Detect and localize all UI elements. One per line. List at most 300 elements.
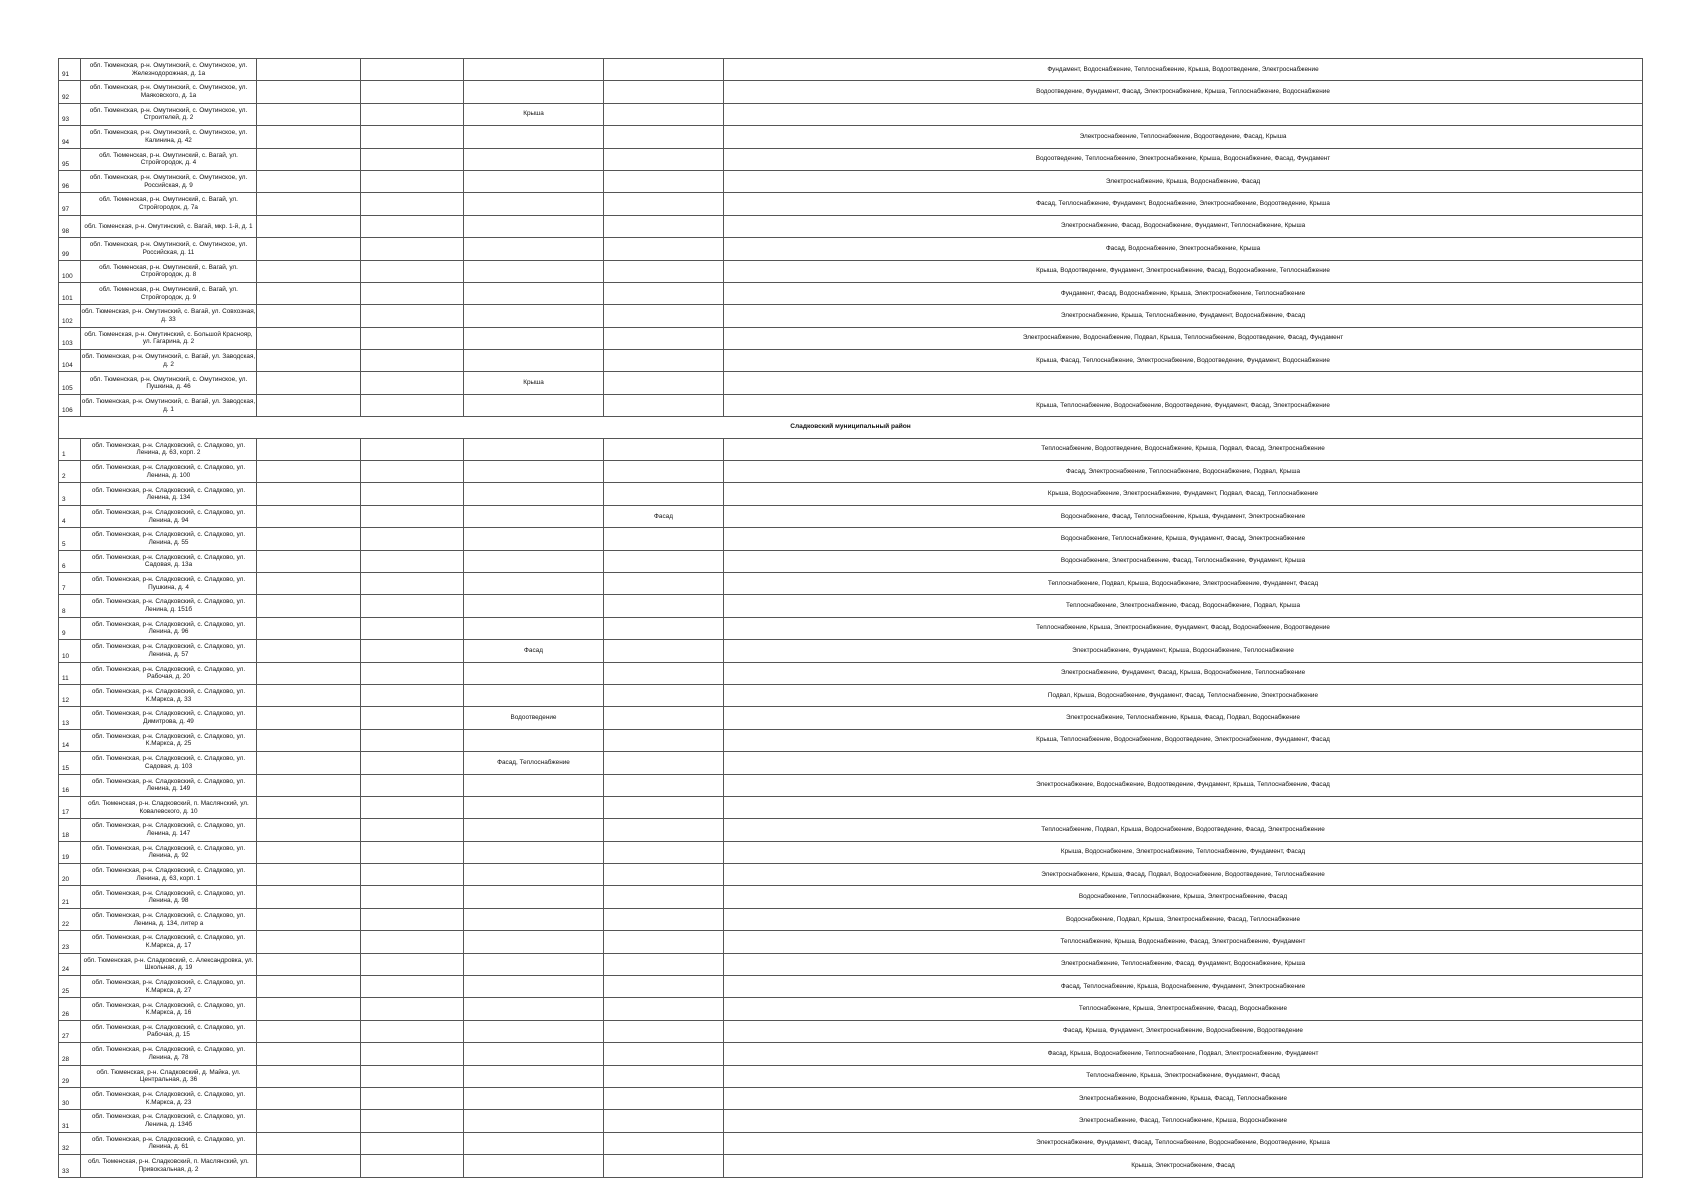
address-cell: обл. Тюменская, р-н. Сладковский, с. Александровка, ул. Школьная, д. 19 [81, 953, 257, 975]
table-row [59, 282, 1643, 304]
table-row [59, 617, 1643, 639]
empty-cell [257, 238, 361, 260]
table-row [59, 126, 1643, 148]
planned-works-cell-2 [604, 1020, 724, 1042]
address-cell: обл. Тюменская, р-н. Сладковский, с. Сладково, ул. Рабочая, д. 20 [81, 662, 257, 684]
planned-works-cell [464, 483, 604, 505]
planned-works-cell [464, 528, 604, 550]
housing-repair-table [58, 58, 1643, 1178]
empty-cell [361, 841, 464, 863]
planned-works-cell [464, 1043, 604, 1065]
works-list-cell: Крыша, Электроснабжение, Фасад [724, 1155, 1643, 1177]
table-row [59, 1132, 1643, 1154]
address-cell: обл. Тюменская, р-н. Омутинский, с. Омутинское, ул. Железнодорожная, д. 1а [81, 59, 257, 81]
empty-cell [257, 998, 361, 1020]
row-number: 19 [59, 841, 81, 863]
row-number: 16 [59, 774, 81, 796]
empty-cell [257, 841, 361, 863]
empty-cell [361, 684, 464, 706]
row-number: 4 [59, 505, 81, 527]
address-cell: обл. Тюменская, р-н. Сладковский, с. Сладково, ул. Садовая, д. 13а [81, 550, 257, 572]
row-number: 97 [59, 193, 81, 215]
row-number: 101 [59, 282, 81, 304]
row-number: 102 [59, 305, 81, 327]
table-row [59, 572, 1643, 594]
row-number: 32 [59, 1132, 81, 1154]
planned-works-cell-2 [604, 953, 724, 975]
address-cell: обл. Тюменская, р-н. Сладковский, с. Сладково, ул. Ленина, д. 94 [81, 505, 257, 527]
planned-works-cell [464, 126, 604, 148]
address-cell: обл. Тюменская, р-н. Сладковский, д. Майка, ул. Центральная, д. 36 [81, 1065, 257, 1087]
empty-cell [257, 260, 361, 282]
empty-cell [257, 1087, 361, 1109]
planned-works-cell-2 [604, 170, 724, 192]
planned-works-cell-2 [604, 998, 724, 1020]
planned-works-cell [464, 572, 604, 594]
empty-cell [361, 193, 464, 215]
works-list-cell: Теплоснабжение, Водоотведение, Водоснабжение, Крыша, Подвал, Фасад, Электроснабжение [724, 438, 1643, 460]
empty-cell [257, 1065, 361, 1087]
works-list-cell: Крыша, Теплоснабжение, Водоснабжение, Водоотведение, Фундамент, Фасад, Электроснабжение [724, 394, 1643, 416]
table-row [59, 327, 1643, 349]
empty-cell [361, 148, 464, 170]
row-number: 3 [59, 483, 81, 505]
table-row [59, 81, 1643, 103]
planned-works-cell-2 [604, 774, 724, 796]
planned-works-cell-2 [604, 976, 724, 998]
works-list-cell: Водоснабжение, Подвал, Крыша, Электроснабжение, Фасад, Теплоснабжение [724, 908, 1643, 930]
planned-works-cell [464, 998, 604, 1020]
works-list-cell [724, 372, 1643, 394]
address-cell: обл. Тюменская, р-н. Сладковский, с. Сладково, ул. Ленина, д. 57 [81, 640, 257, 662]
table-row [59, 305, 1643, 327]
row-number: 22 [59, 908, 81, 930]
table-row [59, 684, 1643, 706]
empty-cell [257, 394, 361, 416]
empty-cell [361, 483, 464, 505]
address-cell: обл. Тюменская, р-н. Сладковский, с. Сладково, ул. Ленина, д. 134 [81, 483, 257, 505]
works-list-cell: Крыша, Водоснабжение, Электроснабжение, Фундамент, Подвал, Фасад, Теплоснабжение [724, 483, 1643, 505]
planned-works-cell-2 [604, 215, 724, 237]
empty-cell [257, 327, 361, 349]
planned-works-cell [464, 282, 604, 304]
empty-cell [257, 170, 361, 192]
table-row [59, 238, 1643, 260]
address-cell: обл. Тюменская, р-н. Сладковский, с. Сладково, ул. Димитрова, д. 49 [81, 707, 257, 729]
address-cell: обл. Тюменская, р-н. Омутинский, с. Омутинское, ул. Калинина, д. 42 [81, 126, 257, 148]
planned-works-cell-2 [604, 1155, 724, 1177]
table-row [59, 438, 1643, 460]
table-row [59, 1087, 1643, 1109]
empty-cell [257, 819, 361, 841]
empty-cell [361, 617, 464, 639]
planned-works-cell [464, 684, 604, 706]
planned-works-cell [464, 774, 604, 796]
empty-cell [257, 617, 361, 639]
works-list-cell: Электроснабжение, Водоснабжение, Водоотведение, Фундамент, Крыша, Теплоснабжение, Фасад [724, 774, 1643, 796]
empty-cell [257, 483, 361, 505]
planned-works-cell [464, 1020, 604, 1042]
row-number: 5 [59, 528, 81, 550]
row-number: 8 [59, 595, 81, 617]
empty-cell [361, 215, 464, 237]
planned-works-cell: Крыша [464, 372, 604, 394]
planned-works-cell [464, 819, 604, 841]
planned-works-cell [464, 394, 604, 416]
table-row [59, 707, 1643, 729]
table-row [59, 1110, 1643, 1132]
empty-cell [361, 1132, 464, 1154]
table-row [59, 483, 1643, 505]
planned-works-cell [464, 438, 604, 460]
planned-works-cell-2 [604, 238, 724, 260]
planned-works-cell-2 [604, 438, 724, 460]
empty-cell [361, 1155, 464, 1177]
planned-works-cell [464, 215, 604, 237]
table-row [59, 215, 1643, 237]
row-number: 23 [59, 931, 81, 953]
row-number: 104 [59, 350, 81, 372]
empty-cell [361, 953, 464, 975]
empty-cell [257, 505, 361, 527]
empty-cell [361, 282, 464, 304]
address-cell: обл. Тюменская, р-н. Сладковский, с. Сладково, ул. Ленина, д. 134б [81, 1110, 257, 1132]
address-cell: обл. Тюменская, р-н. Сладковский, с. Сладково, ул. Ленина, д. 100 [81, 461, 257, 483]
address-cell: обл. Тюменская, р-н. Сладковский, с. Сладково, ул. Ленина, д. 55 [81, 528, 257, 550]
row-number: 27 [59, 1020, 81, 1042]
planned-works-cell [464, 796, 604, 818]
planned-works-cell-2 [604, 59, 724, 81]
address-cell: обл. Тюменская, р-н. Сладковский, с. Сладково, ул. Ленина, д. 149 [81, 774, 257, 796]
works-list-cell: Крыша, Водоотведение, Фундамент, Электроснабжение, Фасад, Водоснабжение, Теплоснабжение [724, 260, 1643, 282]
empty-cell [361, 1020, 464, 1042]
works-list-cell: Электроснабжение, Крыша, Теплоснабжение, Фундамент, Водоснабжение, Фасад [724, 305, 1643, 327]
empty-cell [361, 998, 464, 1020]
row-number: 15 [59, 752, 81, 774]
planned-works-cell [464, 193, 604, 215]
works-list-cell: Фундамент, Фасад, Водоснабжение, Крыша, Электроснабжение, Теплоснабжение [724, 282, 1643, 304]
empty-cell [361, 931, 464, 953]
table-row [59, 59, 1643, 81]
works-list-cell: Электроснабжение, Фундамент, Фасад, Крыша, Водоснабжение, Теплоснабжение [724, 662, 1643, 684]
works-list-cell: Электроснабжение, Фасад, Водоснабжение, Фундамент, Теплоснабжение, Крыша [724, 215, 1643, 237]
empty-cell [257, 595, 361, 617]
planned-works-cell-2 [604, 550, 724, 572]
empty-cell [257, 662, 361, 684]
row-number: 31 [59, 1110, 81, 1132]
row-number: 93 [59, 103, 81, 125]
empty-cell [257, 103, 361, 125]
planned-works-cell [464, 931, 604, 953]
planned-works-cell [464, 976, 604, 998]
empty-cell [257, 305, 361, 327]
works-list-cell: Теплоснабжение, Электроснабжение, Фасад, Водоснабжение, Подвал, Крыша [724, 595, 1643, 617]
address-cell: обл. Тюменская, р-н. Омутинский, с. Вагай, ул. Стройгородок, д. 4 [81, 148, 257, 170]
address-cell: обл. Тюменская, р-н. Омутинский, с. Вагай, ул. Стройгородок, д. 9 [81, 282, 257, 304]
empty-cell [257, 193, 361, 215]
empty-cell [361, 662, 464, 684]
planned-works-cell-2 [604, 103, 724, 125]
empty-cell [257, 864, 361, 886]
works-list-cell: Фундамент, Водоснабжение, Теплоснабжение, Крыша, Водоотведение, Электроснабжение [724, 59, 1643, 81]
address-cell: обл. Тюменская, р-н. Омутинский, с. Омутинское, ул. Пушкина, д. 46 [81, 372, 257, 394]
row-number: 98 [59, 215, 81, 237]
planned-works-cell [464, 59, 604, 81]
empty-cell [361, 976, 464, 998]
address-cell: обл. Тюменская, р-н. Омутинский, с. Большой Краснояр, ул. Гагарина, д. 2 [81, 327, 257, 349]
planned-works-cell [464, 864, 604, 886]
row-number: 103 [59, 327, 81, 349]
table-row [59, 505, 1643, 527]
planned-works-cell-2 [604, 595, 724, 617]
address-cell: обл. Тюменская, р-н. Сладковский, п. Маслянский, ул. Привокзальная, д. 2 [81, 1155, 257, 1177]
empty-cell [257, 684, 361, 706]
table-row [59, 931, 1643, 953]
planned-works-cell-2 [604, 193, 724, 215]
address-cell: обл. Тюменская, р-н. Сладковский, с. Сладково, ул. К.Маркса, д. 16 [81, 998, 257, 1020]
planned-works-cell [464, 81, 604, 103]
address-cell: обл. Тюменская, р-н. Сладковский, с. Сладково, ул. К.Маркса, д. 17 [81, 931, 257, 953]
planned-works-cell [464, 550, 604, 572]
planned-works-cell [464, 170, 604, 192]
empty-cell [257, 796, 361, 818]
works-list-cell: Теплоснабжение, Подвал, Крыша, Водоснабжение, Водоотведение, Фасад, Электроснабжение [724, 819, 1643, 841]
works-list-cell: Теплоснабжение, Крыша, Электроснабжение, Фасад, Водоснабжение [724, 998, 1643, 1020]
address-cell: обл. Тюменская, р-н. Сладковский, с. Сладково, ул. К.Маркса, д. 23 [81, 1087, 257, 1109]
empty-cell [361, 461, 464, 483]
planned-works-cell [464, 148, 604, 170]
empty-cell [361, 103, 464, 125]
address-cell: обл. Тюменская, р-н. Омутинский, с. Вагай, ул. Совхозная, д. 33 [81, 305, 257, 327]
works-list-cell: Электроснабжение, Теплоснабжение, Крыша, Фасад, Подвал, Водоснабжение [724, 707, 1643, 729]
planned-works-cell-2 [604, 282, 724, 304]
row-number: 26 [59, 998, 81, 1020]
planned-works-cell [464, 841, 604, 863]
planned-works-cell-2 [604, 394, 724, 416]
row-number: 24 [59, 953, 81, 975]
address-cell: обл. Тюменская, р-н. Омутинский, с. Вагай, ул. Стройгородок, д. 7а [81, 193, 257, 215]
table-row [59, 170, 1643, 192]
empty-cell [361, 305, 464, 327]
works-list-cell: Водоотведение, Фундамент, Фасад, Электроснабжение, Крыша, Теплоснабжение, Водоснабжение [724, 81, 1643, 103]
planned-works-cell-2 [604, 461, 724, 483]
empty-cell [361, 327, 464, 349]
document-page [58, 58, 1642, 1178]
table-row [59, 841, 1643, 863]
table-row [59, 350, 1643, 372]
table-row [59, 394, 1643, 416]
empty-cell [361, 908, 464, 930]
planned-works-cell [464, 327, 604, 349]
empty-cell [361, 238, 464, 260]
planned-works-cell [464, 505, 604, 527]
empty-cell [361, 394, 464, 416]
empty-cell [257, 1020, 361, 1042]
address-cell: обл. Тюменская, р-н. Сладковский, с. Сладково, ул. Ленина, д. 92 [81, 841, 257, 863]
table-row [59, 103, 1643, 125]
empty-cell [361, 1110, 464, 1132]
planned-works-cell-2 [604, 305, 724, 327]
works-list-cell: Фасад, Электроснабжение, Теплоснабжение, Водоснабжение, Подвал, Крыша [724, 461, 1643, 483]
empty-cell [257, 572, 361, 594]
planned-works-cell [464, 305, 604, 327]
address-cell: обл. Тюменская, р-н. Сладковский, с. Сладково, ул. Ленина, д. 63, корп. 1 [81, 864, 257, 886]
empty-cell [361, 170, 464, 192]
row-number: 28 [59, 1043, 81, 1065]
works-list-cell: Электроснабжение, Теплоснабжение, Водоотведение, Фасад, Крыша [724, 126, 1643, 148]
table-row [59, 528, 1643, 550]
works-list-cell: Фасад, Теплоснабжение, Фундамент, Водоснабжение, Электроснабжение, Водоотведение, Крыша [724, 193, 1643, 215]
empty-cell [257, 126, 361, 148]
empty-cell [257, 81, 361, 103]
address-cell: обл. Тюменская, р-н. Сладковский, с. Сладково, ул. Ленина, д. 61 [81, 1132, 257, 1154]
empty-cell [257, 752, 361, 774]
planned-works-cell [464, 617, 604, 639]
empty-cell [257, 461, 361, 483]
empty-cell [257, 953, 361, 975]
empty-cell [257, 59, 361, 81]
empty-cell [257, 148, 361, 170]
row-number: 13 [59, 707, 81, 729]
planned-works-cell-2 [604, 528, 724, 550]
row-number: 7 [59, 572, 81, 594]
planned-works-cell [464, 1065, 604, 1087]
planned-works-cell-2 [604, 572, 724, 594]
planned-works-cell-2 [604, 483, 724, 505]
address-cell: обл. Тюменская, р-н. Сладковский, п. Маслянский, ул. Ковалевского, д. 10 [81, 796, 257, 818]
table-row [59, 796, 1643, 818]
empty-cell [257, 931, 361, 953]
empty-cell [257, 1110, 361, 1132]
planned-works-cell-2 [604, 864, 724, 886]
works-list-cell: Электроснабжение, Фундамент, Фасад, Теплоснабжение, Водоснабжение, Водоотведение, Крыша [724, 1132, 1643, 1154]
planned-works-cell-2 [604, 796, 724, 818]
planned-works-cell-2 [604, 662, 724, 684]
planned-works-cell [464, 1110, 604, 1132]
empty-cell [361, 1043, 464, 1065]
empty-cell [361, 438, 464, 460]
works-list-cell: Теплоснабжение, Крыша, Электроснабжение, Фундамент, Фасад, Водоснабжение, Водоотведение [724, 617, 1643, 639]
planned-works-cell-2 [604, 752, 724, 774]
address-cell: обл. Тюменская, р-н. Сладковский, с. Сладково, ул. Ленина, д. 63, корп. 2 [81, 438, 257, 460]
table-row [59, 662, 1643, 684]
works-list-cell: Водоснабжение, Электроснабжение, Фасад, Теплоснабжение, Фундамент, Крыша [724, 550, 1643, 572]
address-cell: обл. Тюменская, р-н. Сладковский, с. Сладково, ул. Рабочая, д. 15 [81, 1020, 257, 1042]
works-list-cell: Фасад, Крыша, Фундамент, Электроснабжение, Водоснабжение, Водоотведение [724, 1020, 1643, 1042]
row-number: 12 [59, 684, 81, 706]
planned-works-cell [464, 260, 604, 282]
planned-works-cell-2 [604, 350, 724, 372]
works-list-cell: Водоотведение, Теплоснабжение, Электроснабжение, Крыша, Водоснабжение, Фасад, Фундамент [724, 148, 1643, 170]
table-row [59, 372, 1643, 394]
empty-cell [361, 796, 464, 818]
table-row [59, 595, 1643, 617]
empty-cell [361, 886, 464, 908]
planned-works-cell [464, 350, 604, 372]
works-list-cell: Электроснабжение, Фасад, Теплоснабжение, Крыша, Водоснабжение [724, 1110, 1643, 1132]
empty-cell [257, 350, 361, 372]
works-list-cell: Крыша, Фасад, Теплоснабжение, Электроснабжение, Водоотведение, Фундамент, Водоснабжение [724, 350, 1643, 372]
planned-works-cell: Фасад, Теплоснабжение [464, 752, 604, 774]
planned-works-cell-2 [604, 260, 724, 282]
empty-cell [257, 908, 361, 930]
empty-cell [361, 350, 464, 372]
planned-works-cell-2 [604, 617, 724, 639]
empty-cell [361, 505, 464, 527]
planned-works-cell-2 [604, 81, 724, 103]
works-list-cell: Водоснабжение, Теплоснабжение, Крыша, Фундамент, Фасад, Электроснабжение [724, 528, 1643, 550]
works-list-cell: Электроснабжение, Фундамент, Крыша, Водоснабжение, Теплоснабжение [724, 640, 1643, 662]
empty-cell [361, 774, 464, 796]
planned-works-cell-2 [604, 908, 724, 930]
address-cell: обл. Тюменская, р-н. Сладковский, с. Сладково, ул. Садовая, д. 103 [81, 752, 257, 774]
table-row [59, 260, 1643, 282]
planned-works-cell-2 [604, 1087, 724, 1109]
planned-works-cell [464, 461, 604, 483]
table-row [59, 1155, 1643, 1177]
row-number: 9 [59, 617, 81, 639]
row-number: 100 [59, 260, 81, 282]
works-list-cell: Фасад, Водоснабжение, Электроснабжение, Крыша [724, 238, 1643, 260]
works-list-cell [724, 103, 1643, 125]
works-list-cell: Водоснабжение, Фасад, Теплоснабжение, Крыша, Фундамент, Электроснабжение [724, 505, 1643, 527]
empty-cell [361, 1087, 464, 1109]
section-title: Сладковский муниципальный район [59, 417, 1643, 438]
planned-works-cell-2 [604, 126, 724, 148]
empty-cell [361, 260, 464, 282]
empty-cell [257, 729, 361, 751]
row-number: 21 [59, 886, 81, 908]
empty-cell [257, 640, 361, 662]
section-row [59, 417, 1643, 438]
table-row [59, 998, 1643, 1020]
address-cell: обл. Тюменская, р-н. Омутинский, с. Вагай, ул. Заводская, д. 1 [81, 394, 257, 416]
address-cell: обл. Тюменская, р-н. Омутинский, с. Вагай, ул. Заводская, д. 2 [81, 350, 257, 372]
planned-works-cell [464, 1132, 604, 1154]
planned-works-cell-2 [604, 327, 724, 349]
planned-works-cell [464, 662, 604, 684]
empty-cell [257, 1132, 361, 1154]
row-number: 91 [59, 59, 81, 81]
planned-works-cell-2 [604, 684, 724, 706]
address-cell: обл. Тюменская, р-н. Омутинский, с. Вагай, мкр. 1-й, д. 1 [81, 215, 257, 237]
works-list-cell: Электроснабжение, Крыша, Фасад, Подвал, Водоснабжение, Водоотведение, Теплоснабжение [724, 864, 1643, 886]
table-row [59, 953, 1643, 975]
table-row [59, 908, 1643, 930]
empty-cell [257, 372, 361, 394]
address-cell: обл. Тюменская, р-н. Омутинский, с. Омутинское, ул. Строителей, д. 2 [81, 103, 257, 125]
works-list-cell: Теплоснабжение, Подвал, Крыша, Водоснабжение, Электроснабжение, Фундамент, Фасад [724, 572, 1643, 594]
address-cell: обл. Тюменская, р-н. Сладковский, с. Сладково, ул. К.Маркса, д. 25 [81, 729, 257, 751]
planned-works-cell-2 [604, 640, 724, 662]
address-cell: обл. Тюменская, р-н. Сладковский, с. Сладково, ул. К.Маркса, д. 27 [81, 976, 257, 998]
works-list-cell: Электроснабжение, Водоснабжение, Крыша, Фасад, Теплоснабжение [724, 1087, 1643, 1109]
empty-cell [361, 819, 464, 841]
planned-works-cell [464, 729, 604, 751]
planned-works-cell [464, 1087, 604, 1109]
empty-cell [361, 752, 464, 774]
row-number: 33 [59, 1155, 81, 1177]
empty-cell [361, 59, 464, 81]
empty-cell [257, 976, 361, 998]
row-number: 10 [59, 640, 81, 662]
empty-cell [361, 528, 464, 550]
table-row [59, 193, 1643, 215]
empty-cell [361, 729, 464, 751]
address-cell: обл. Тюменская, р-н. Сладковский, с. Сладково, ул. Ленина, д. 147 [81, 819, 257, 841]
works-list-cell: Теплоснабжение, Крыша, Электроснабжение, Фундамент, Фасад [724, 1065, 1643, 1087]
empty-cell [257, 528, 361, 550]
